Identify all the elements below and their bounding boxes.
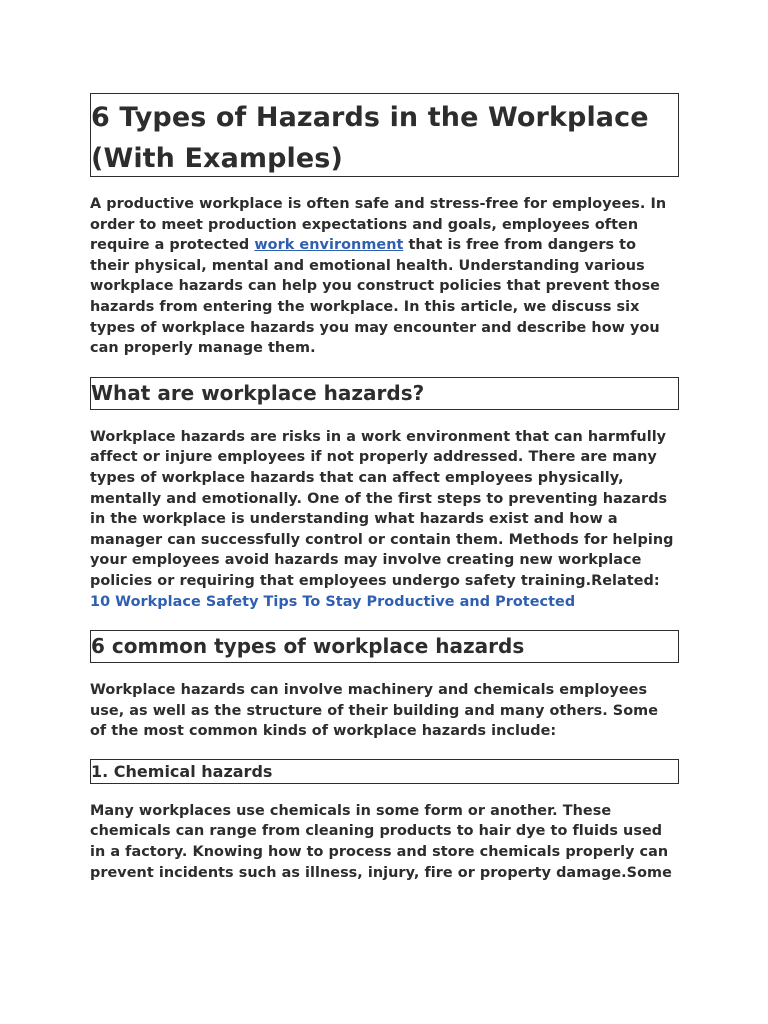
intro-text-after-link: that is free from dangers to their physical, mental and emotional health. Understanding various workplace hazards can help you construct policies that prevent those hazards from entering the workplace. In this article, we discuss six types of workplace hazards you may encounter and describe how you can properly manage them. <box>90 237 660 357</box>
work-environment-link[interactable]: work environment <box>254 237 404 254</box>
section-heading-common-types: 6 common types of workplace hazards <box>90 630 679 663</box>
section-what-are-hazards-text: Workplace hazards are risks in a work environment that can harmfully affect or injure employees if not properly addressed. There are many types of workplace hazards that can affect employees physically, mentally and emotionally. One of the first steps to preventing hazards in the workplace is understanding what hazards exist and how a manager can successfully control or contain them. Methods for helping your employees avoid hazards may involve creating new workplace policies or requiring that employees undergo safety training.Related: <box>90 428 674 589</box>
section-what-are-hazards-paragraph <box>90 427 679 612</box>
subsection-heading-chemical-hazards: 1. Chemical hazards <box>90 759 679 784</box>
section-common-types-paragraph: Workplace hazards can involve machinery and chemicals employees use, as well as the structure of their building and many others. Some of the most common kinds of workplace hazards include: <box>90 682 659 740</box>
intro-text-before-link: A productive workplace is often safe and stress-free for employees. In order to meet production expectations and goals, employees often require a protected <box>90 196 667 254</box>
section-heading-what-are-hazards: What are workplace hazards? <box>90 377 679 410</box>
article <box>90 93 679 883</box>
chemical-hazards-paragraph: Many workplaces use chemicals in some form or another. These chemicals can range from cleaning products to hair dye to fluids used in a factory. Knowing how to process and store chemicals properly can prevent incidents such as illness, injury, fire or property damage.Some <box>90 802 672 881</box>
page-title: 6 Types of Hazards in the Workplace (With Examples) <box>90 93 679 177</box>
related-safety-tips-link[interactable]: 10 Workplace Safety Tips To Stay Productive and Protected <box>90 593 576 610</box>
intro-paragraph <box>90 194 679 359</box>
